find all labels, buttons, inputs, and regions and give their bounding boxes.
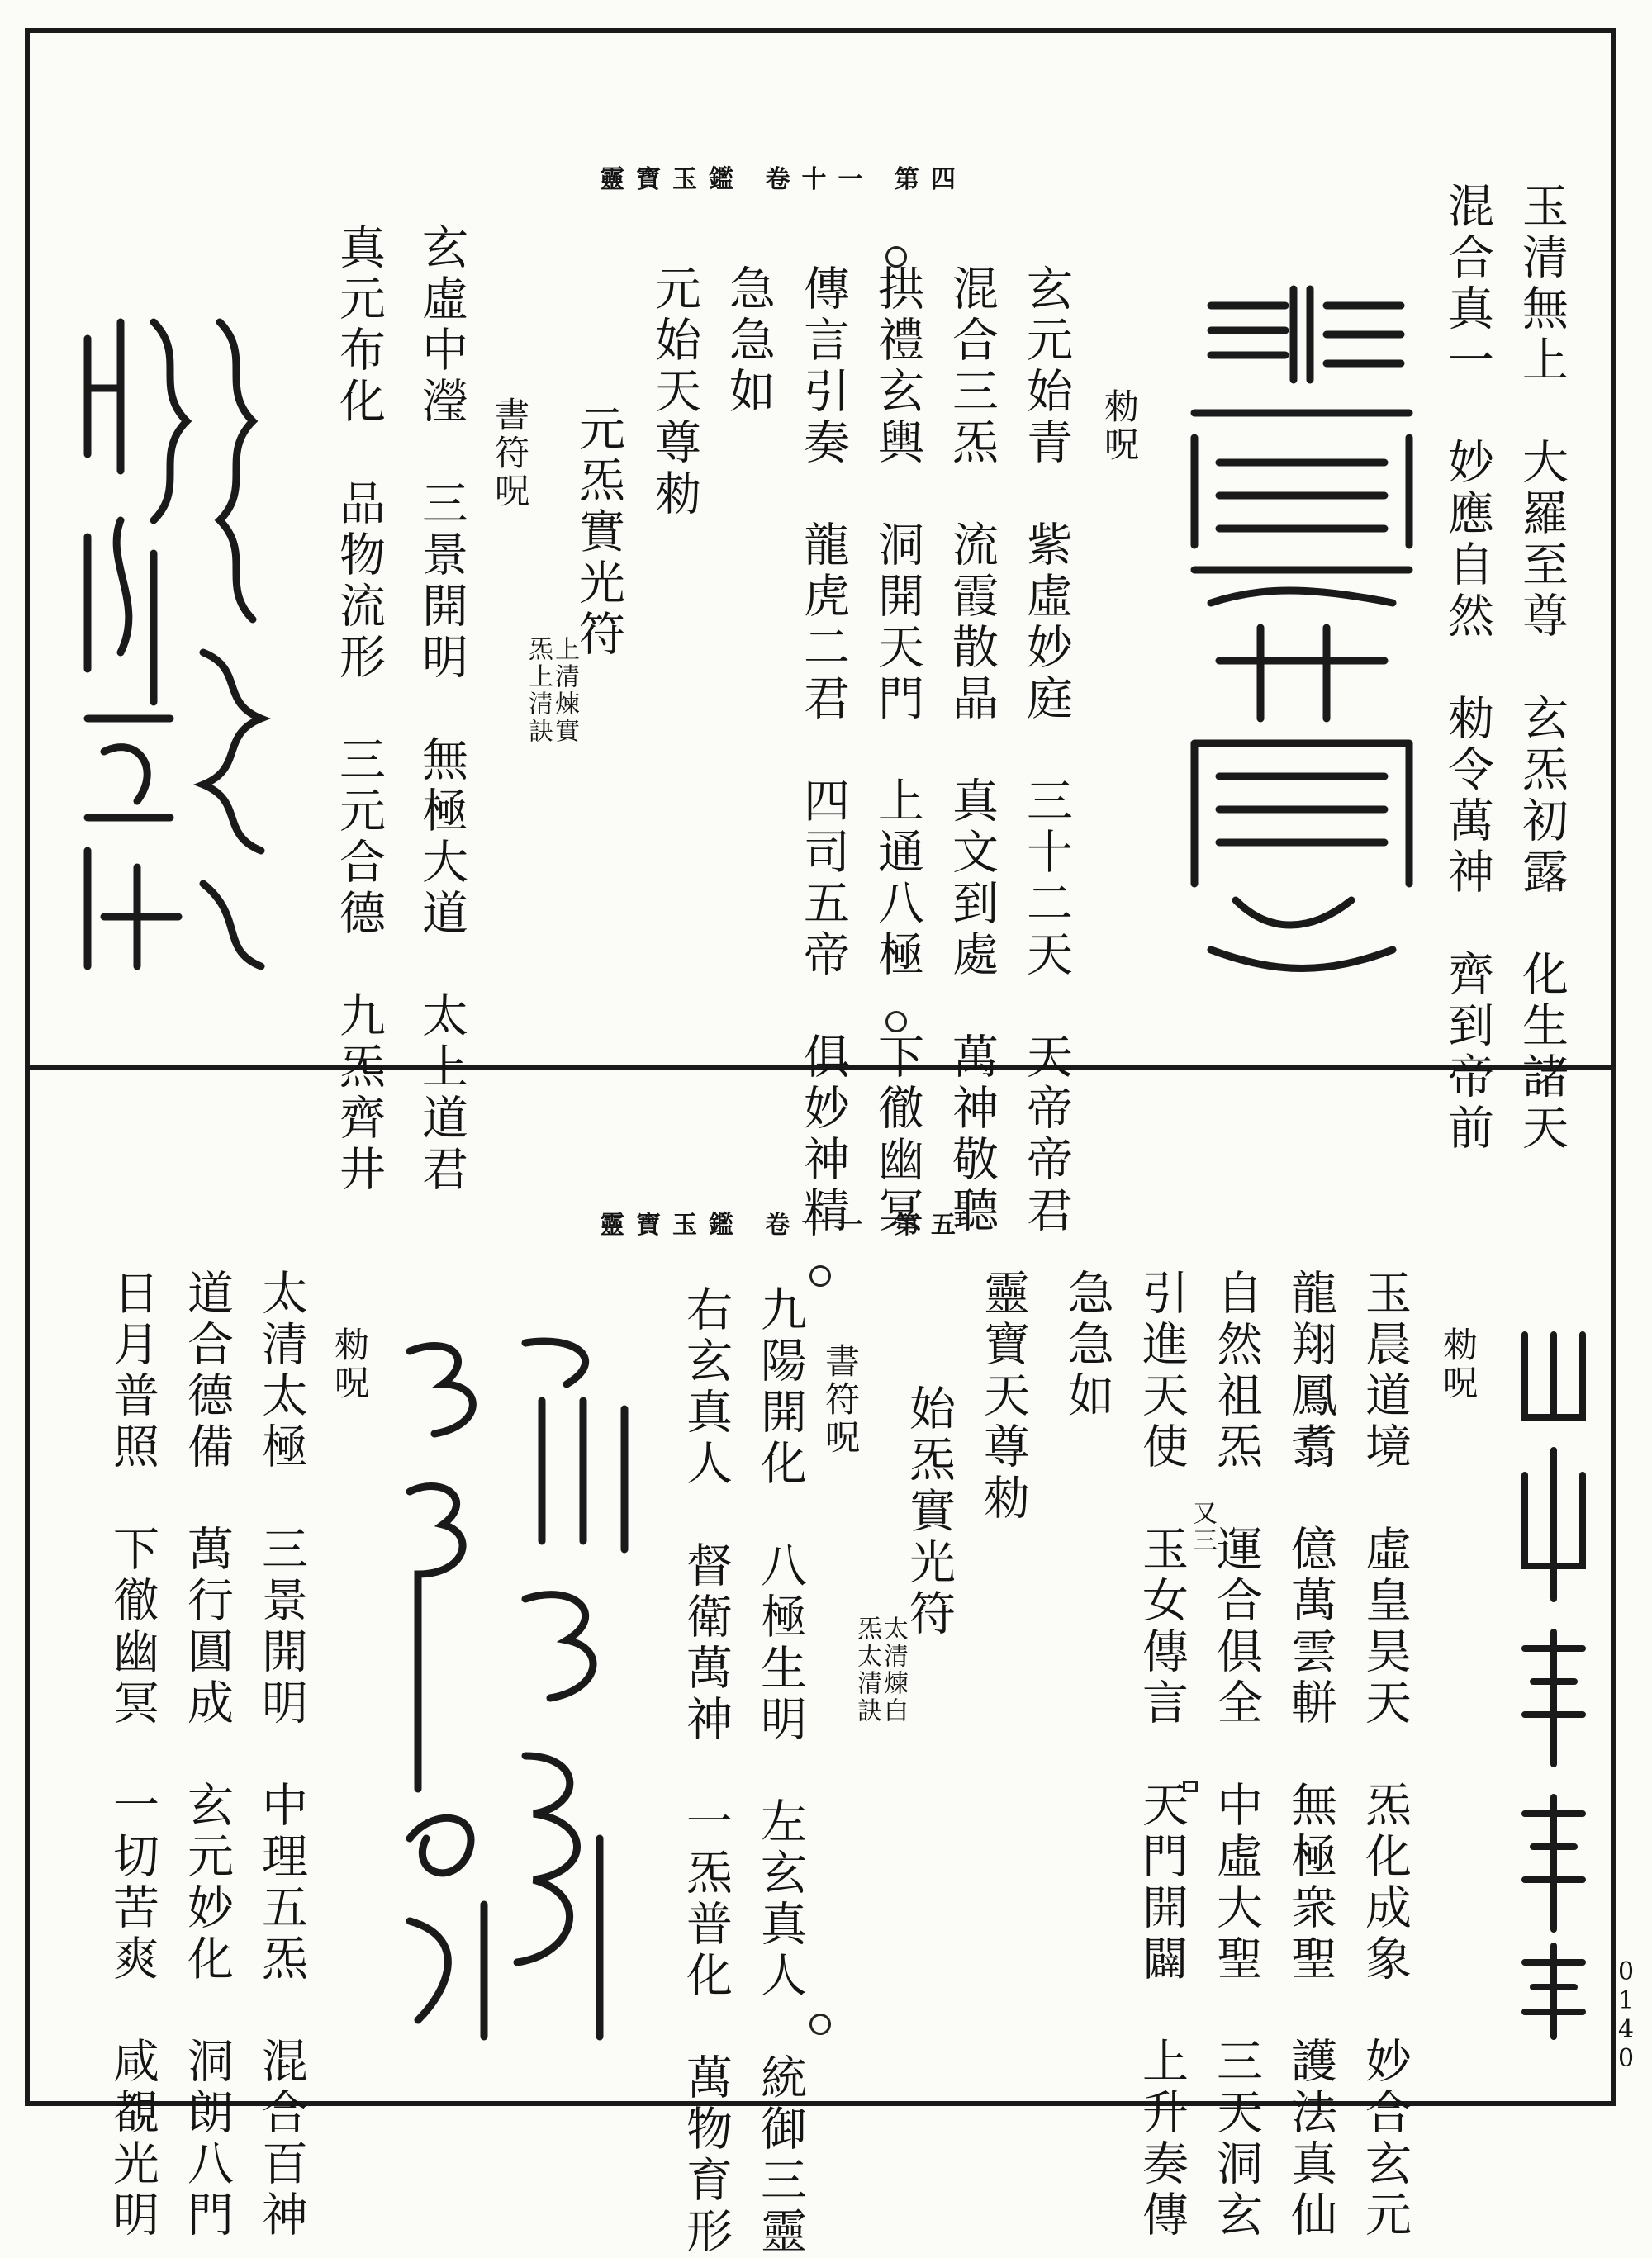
talisman-glyph — [1508, 1318, 1599, 2045]
top-running-header: 靈寶玉鑑 卷十一 第四 — [600, 165, 967, 194]
talisman-note: 炁太清訣 — [852, 1615, 881, 1724]
top-incantation-line: 混合真一 妙應自然 勑令萬神 齊到帝前 — [1441, 182, 1494, 1155]
page-number: 0140 — [1612, 1957, 1640, 2073]
talisman-glyph — [385, 1326, 649, 2045]
top-incantation-line: 玉清無上 大羅至尊 玄炁初露 化生諸天 — [1515, 182, 1569, 1155]
talisman-name: 始炁實光符 — [902, 1384, 956, 1640]
bottom-incantation-line: 龍翔鳳翥 億萬雲軿 無極衆聖 護法真仙 — [1284, 1269, 1337, 2241]
top-incantation-line: 傳言引奏 龍虎二君 四司五帝 俱妙神精 — [796, 264, 850, 1237]
bottom-incantation-line: 太清太極 三景開明 中理五炁 混合百神 — [254, 1269, 308, 2241]
bottom-page — [30, 1070, 1611, 2258]
circle-marker — [809, 1265, 831, 1287]
top-incantation-line: 玄虛中瀅 三景開明 無極大道 太上道君 — [415, 223, 468, 1196]
bottom-incantation-line: 自然祖炁 運合俱全 中虛大聖 三天洞玄 — [1209, 1269, 1263, 2241]
bottom-incantation-line: 右玄真人 督衛萬神 一炁普化 萬物育形 — [679, 1285, 733, 2258]
circle-marker — [809, 2014, 831, 2035]
top-incantation-line: 混合三炁 流霞散晶 真文到處 萬神敬聽 — [945, 264, 999, 1237]
bottom-incantation-line: 道合德備 萬行圓成 玄元妙化 洞朗八門 — [180, 1269, 234, 2241]
talisman-glyph — [1161, 273, 1434, 983]
talisman-glyph — [55, 289, 294, 991]
bottom-incantation-line: 日月普照 下徹幽冥 一切苦爽 咸覩光明 — [106, 1269, 159, 2241]
talisman-note: 上清煉實 — [550, 636, 579, 745]
top-incantation-line: 急急如 — [722, 264, 776, 418]
section-heading: 書符呪 — [490, 396, 530, 510]
talisman-name: 元炁實光符 — [572, 405, 625, 661]
section-heading: 書符呪 — [820, 1343, 861, 1457]
bottom-incantation-line: 靈寶天尊勑 — [976, 1269, 1030, 1525]
bottom-incantation-line: 急急如 — [1061, 1269, 1114, 1422]
circle-marker — [885, 1011, 907, 1032]
section-heading: 勑呪 — [330, 1326, 370, 1402]
bottom-running-header: 靈寶玉鑑 卷十一 第五 — [600, 1211, 967, 1240]
bottom-incantation-line: 玉晨道境 虛皇昊天 炁化成象 妙合玄元 — [1358, 1269, 1412, 2241]
top-incantation-line: 元始天尊勑 — [648, 264, 701, 520]
talisman-note: 太清煉白 — [879, 1615, 908, 1724]
top-incantation-line: 玄元始青 紫虛妙庭 三十二天 天帝帝君 — [1019, 264, 1073, 1237]
top-incantation-line: 真元布化 品物流形 三元合德 九炁齊井 — [332, 223, 386, 1196]
section-heading: 勑呪 — [1438, 1326, 1479, 1402]
talisman-note: 炁上清訣 — [524, 636, 553, 745]
section-heading: 勑呪 — [1099, 388, 1140, 464]
small-note: 又三 — [1188, 1500, 1217, 1554]
top-incantation-line: 拱禮玄輿 洞開天門 上通八極 下徹幽冥 — [871, 264, 924, 1237]
bottom-incantation-line: 引進天使 玉女傳言 天門開闢 上升奏傳 — [1135, 1269, 1189, 2241]
bottom-incantation-line: 九陽開化 八極生明 左玄真人 統御三靈 — [753, 1285, 807, 2258]
